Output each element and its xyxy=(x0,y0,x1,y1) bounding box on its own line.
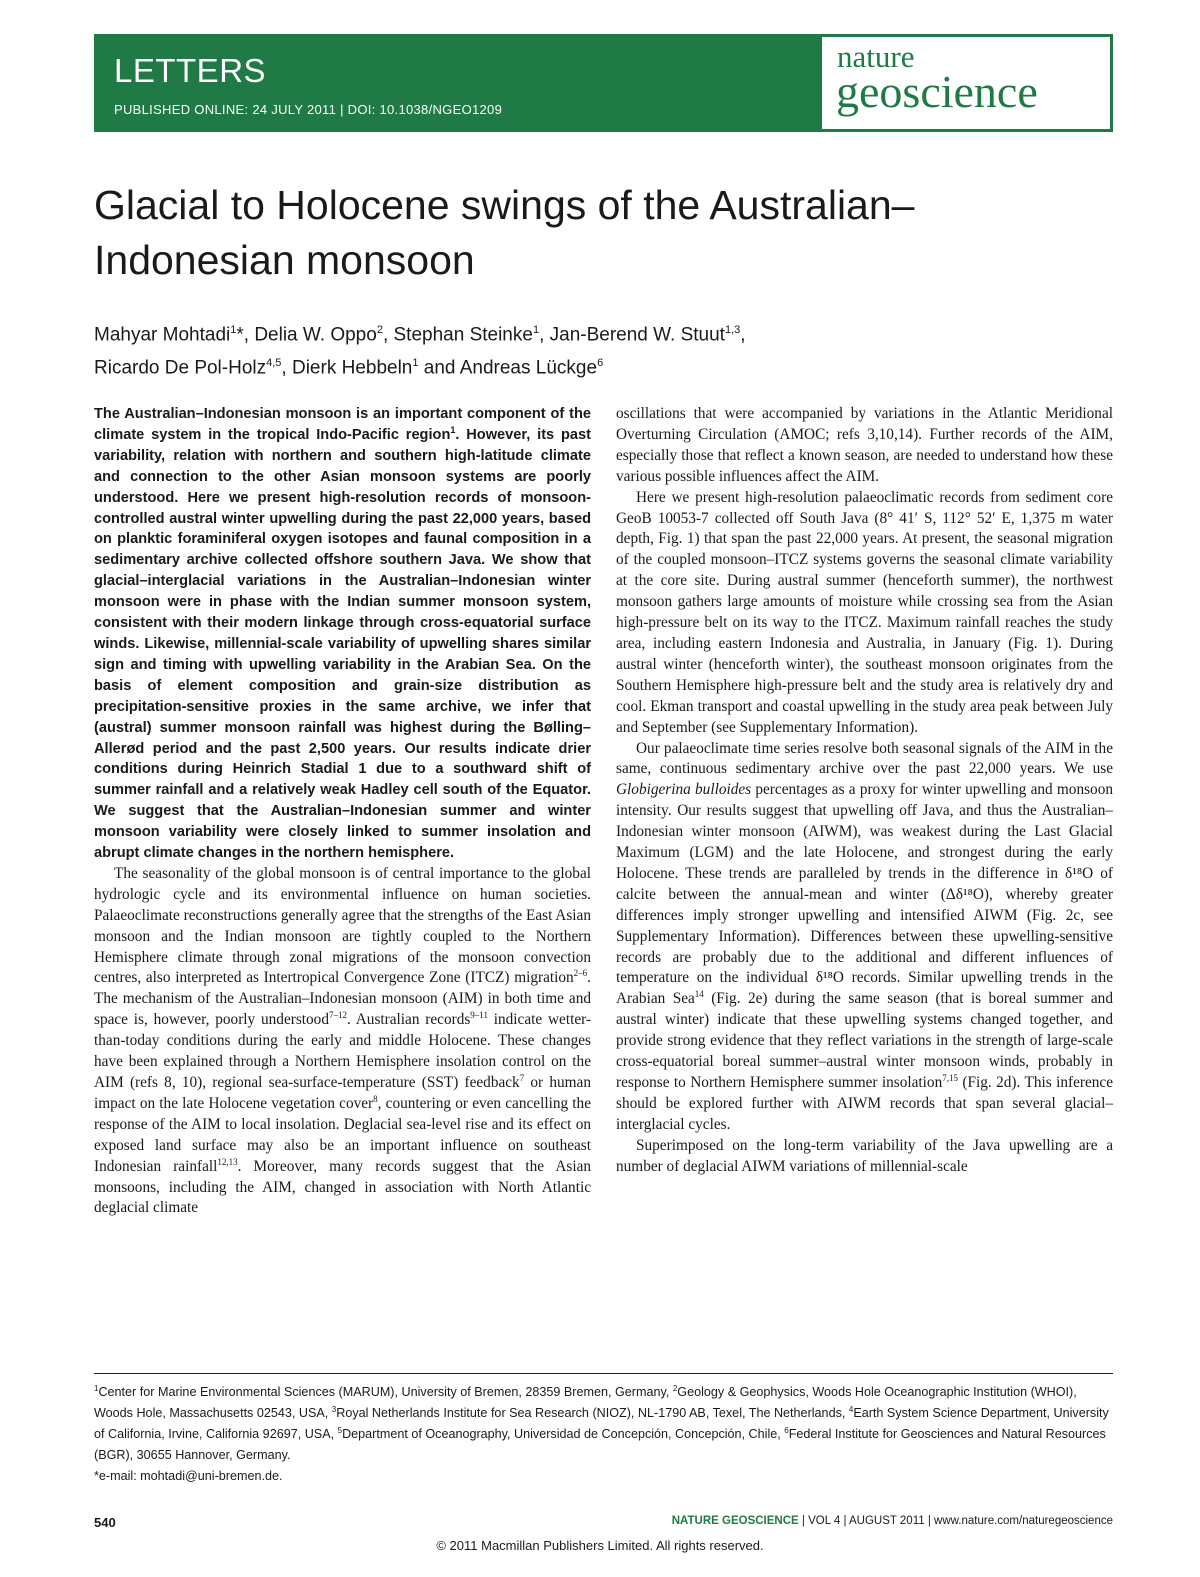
body-paragraph xyxy=(94,864,591,1219)
body-paragraph xyxy=(616,739,1113,1136)
logo-geoscience-text: geoscience xyxy=(836,66,1038,117)
affiliation-text: Geology & Geophysics, Woods Hole Oceanographic Institution (WHOI), Woods Hole, Massachusetts 02543, USA, xyxy=(94,1385,1077,1420)
affiliation-number: 6 xyxy=(784,1425,789,1435)
reference-superscript[interactable]: 8 xyxy=(373,1093,378,1104)
body-text: Our palaeoclimate time series resolve both seasonal signals of the AIM in the same, continuous sedimentary archive over the past 22,000 years. We use xyxy=(616,739,1113,778)
body-text: . Moreover, many records suggest that the Asian monsoons, including the AIM, changed in association with North Atlantic deglacial climate xyxy=(94,1157,592,1217)
affiliation-number: 4 xyxy=(848,1404,854,1414)
species-name: Globigerina bulloides xyxy=(616,781,752,799)
reference-superscript[interactable]: 9–11 xyxy=(470,1010,488,1021)
body-text: indicate wetter-than-today conditions during the early and middle Holocene. These changes have been explained through a Northern Hemisphere insolation control on the AIM (refs 8, 10), regional sea-surface-temperature (SST) feedback xyxy=(94,1011,591,1091)
body-text: . The mechanism of the Australian–Indonesian monsoon (AIM) in both time and space is, however, poorly understood xyxy=(94,969,591,1029)
affiliation-list xyxy=(94,1382,1113,1466)
author-affiliation: 4,5 xyxy=(266,357,282,370)
body-paragraph: oscillations that were accompanied by variations in the Atlantic Meridional Overturning Circulation (AMOC; refs 3,10,14). Further records of the AIM, especially those that reflect a known season, are needed to understand how these various possible influences affect the AIM. xyxy=(616,405,1113,485)
author-affiliation: 6 xyxy=(597,357,604,370)
left-column xyxy=(94,404,591,1219)
reference-superscript[interactable]: 2–6 xyxy=(573,968,588,979)
body-paragraph: Superimposed on the long-term variability of the Java upwelling are a number of deglacial AIWM variations of millennial-scale xyxy=(616,1136,1113,1175)
reference-superscript[interactable]: 7,15 xyxy=(942,1072,958,1083)
reference-superscript[interactable]: 1 xyxy=(450,425,456,436)
affiliation-number: 2 xyxy=(672,1383,678,1393)
author-separator: , xyxy=(539,324,550,346)
author-name[interactable]: Stephan Steinke xyxy=(393,324,533,346)
body-text: (Fig. 2d). This inference should be explored further with AIWM records that span several glacial–interglacial cycles. xyxy=(616,1074,1113,1133)
author-name[interactable]: Jan-Berend W. Stuut xyxy=(549,324,725,346)
article-title: Glacial to Holocene swings of the Australian–Indonesian monsoon xyxy=(94,182,915,283)
body-paragraph: Here we present high-resolution palaeoclimatic records from sediment core GeoB 10053-7 collected off South Java (8° 41′ S, 112° 52′ E, 1,375 m water depth, Fig. 1) that span the past 22,000 years. At present, the seasonal migration of the coupled monsoon–ITCZ systems governs the seasonal climate variability at the core site. During austral summer (henceforth summer), the northwest monsoon gathers large amounts of moisture while crossing sea from the Asian high-pressure belt on its way to the ITCZ. Maximum rainfall reaches the study area, including eastern Indonesia and Australia, in January (Fig. 1). During austral winter (henceforth winter), the southeast monsoon originates from the Southern Hemisphere high-pressure belt and the study area is relatively dry and cool. Ekman transport and coastal upwelling in the study area peak between July and September (see Supplementary Information). xyxy=(616,488,1113,736)
header-bar xyxy=(94,34,1113,132)
author-affiliation: 2 xyxy=(376,324,383,336)
author-separator: , xyxy=(281,357,292,379)
author-affiliation: 1 xyxy=(230,324,237,336)
author-name[interactable]: Dierk Hebbeln xyxy=(291,357,413,379)
body-text: or human impact on the late Holocene vegetation cover xyxy=(94,1074,591,1112)
corresponding-email[interactable]: *e-mail: mohtadi@uni-bremen.de. xyxy=(94,1469,283,1483)
author-affiliation: 1 xyxy=(532,324,540,336)
abstract-text: The Australian–Indonesian monsoon is an important component of the climate system in the tropical Indo-Pacific region xyxy=(94,406,591,443)
body-text: . Australian records xyxy=(346,1011,471,1029)
author-name[interactable]: Delia W. Oppo xyxy=(254,324,377,346)
abstract-text: . However, its past variability, relation with northern and southern high-latitude climate and connection to the other Asian monsoon systems are poorly understood. Here we present high-resolution records of monsoon-controlled austral winter upwelling during the past 22,000 years, based on planktic foraminiferal oxygen isotopes and faunal composition in a sedimentary archive collected offshore southern Java. We show that glacial–interglacial variations in the Australian–Indonesian winter monsoon were in phase with the Indian summer monsoon system, consistent with their modern linkage through cross-equatorial surface winds. Likewise, millennial-scale variability of upwelling shares similar sign and timing with upwelling variability in the Arabian Sea. On the basis of element composition and grain-size distribution as precipitation-sensitive proxies in the same archive, we infer that (austral) summer monsoon rainfall was highest during the Bølling–Allerød period and the past 2,500 years. Our results indicate drier conditions during Heinrich Stadial 1 due to a southward shift of summer rainfall and a relatively weak Hadley cell south of the Equator. We suggest that the Australian–Indonesian summer and winter monsoon variability were closely linked to summer insolation and abrupt climate changes in the northern hemisphere. xyxy=(94,426,591,862)
reference-superscript[interactable]: 7 xyxy=(519,1072,525,1083)
page-number: 540 xyxy=(94,1515,116,1530)
section-label: LETTERS xyxy=(114,52,267,89)
author-list xyxy=(94,316,1094,383)
affiliation-number: 1 xyxy=(94,1383,99,1393)
body-text: The seasonality of the global monsoon is of central importance to the global hydrologic cycle and its environmental influence on human societies. Palaeoclimate reconstructions generally agree that the strengths of the East Asian monsoon and the Indian monsoon are tightly coupled to the Northern Hemisphere climate through zonal migrations of the monsoon convection centres, also interpreted as Intertropical Convergence Zone (ITCZ) migration xyxy=(94,864,591,987)
body-text: (Fig. 2e) during the same season (that is boreal summer and austral winter) indicate that these upwelling systems changed together, and provide strong evidence that they reflect variations in the strength of large-scale cross-equatorial boreal summer–austral winter monsoon winds, probably in response to Northern Hemisphere summer insolation xyxy=(616,990,1113,1091)
affiliation-text: Department of Oceanography, Universidad de Concepción, Concepción, Chile, xyxy=(342,1427,785,1441)
author-name[interactable]: Ricardo De Pol-Holz xyxy=(94,357,267,379)
publication-info: PUBLISHED ONLINE: 24 JULY 2011 | DOI: 10.1038/NGEO1209 xyxy=(114,102,503,117)
affiliation-text: Earth System Science Department, University of California, Irvine, California 92697, USA, xyxy=(94,1406,1109,1441)
copyright-notice: © 2011 Macmillan Publishers Limited. All rights reserved. xyxy=(436,1538,764,1553)
affiliation-text: Federal Institute for Geosciences and Natural Resources (BGR), 30655 Hannover, Germany. xyxy=(94,1427,1106,1462)
footnote-divider xyxy=(94,1373,1113,1374)
author-name[interactable]: Mahyar Mohtadi xyxy=(94,324,231,346)
journal-logo xyxy=(822,37,1110,129)
affiliation-number: 3 xyxy=(331,1404,337,1414)
author-affiliation: 1,3 xyxy=(724,324,741,336)
journal-footer xyxy=(672,1515,1113,1527)
reference-superscript[interactable]: 7–12 xyxy=(328,1010,347,1021)
right-column xyxy=(616,404,1113,1178)
journal-issue-info[interactable]: | VOL 4 | AUGUST 2011 | www.nature.com/naturegeoscience xyxy=(798,1515,1113,1527)
affiliation-text: Center for Marine Environmental Sciences (MARUM), University of Bremen, 28359 Bremen, Germany, xyxy=(98,1385,673,1399)
body-text: , countering or even cancelling the response of the AIM to local insolation. Deglacial sea-level rise and its effect on exposed land surface may also be an important influence on southeast Indonesian rainfall xyxy=(94,1094,591,1175)
author-separator: *, xyxy=(236,324,255,346)
author-name[interactable]: Andreas Lückge xyxy=(459,357,598,379)
author-separator: , xyxy=(740,324,746,346)
author-separator: , xyxy=(382,324,394,346)
author-affiliation: 1 xyxy=(412,357,419,370)
affiliation-text: Royal Netherlands Institute for Sea Research (NIOZ), NL-1790 AB, Texel, The Netherlands, xyxy=(336,1406,849,1420)
author-separator: and xyxy=(418,357,460,379)
reference-superscript[interactable]: 12,13 xyxy=(217,1156,238,1167)
body-text: percentages as a proxy for winter upwelling and monsoon intensity. Our results suggest that upwelling off Java, and thus the Australian–Indonesian winter monsoon (AIWM), was weakest during the Last Glacial Maximum (LGM) and the late Holocene, and strongest during the early Holocene. These trends are paralleled by trends in the difference in δ¹⁸O of calcite between the annual-mean and winter (Δδ¹⁸O), whereby greater differences imply stronger upwelling and intensified AIWM (Fig. 2c, see Supplementary Information). Differences between these upwelling-sensitive records are probably due to the additional and different influences of temperature on the individual δ¹⁸O records. Similar upwelling trends in the Arabian Sea xyxy=(616,781,1113,1008)
logo-nature-text: nature xyxy=(837,39,915,74)
affiliations xyxy=(94,1382,1113,1487)
affiliation-number: 5 xyxy=(337,1425,343,1435)
reference-superscript[interactable]: 14 xyxy=(694,989,704,1000)
journal-name: NATURE GEOSCIENCE xyxy=(671,1515,799,1527)
abstract xyxy=(94,404,591,864)
